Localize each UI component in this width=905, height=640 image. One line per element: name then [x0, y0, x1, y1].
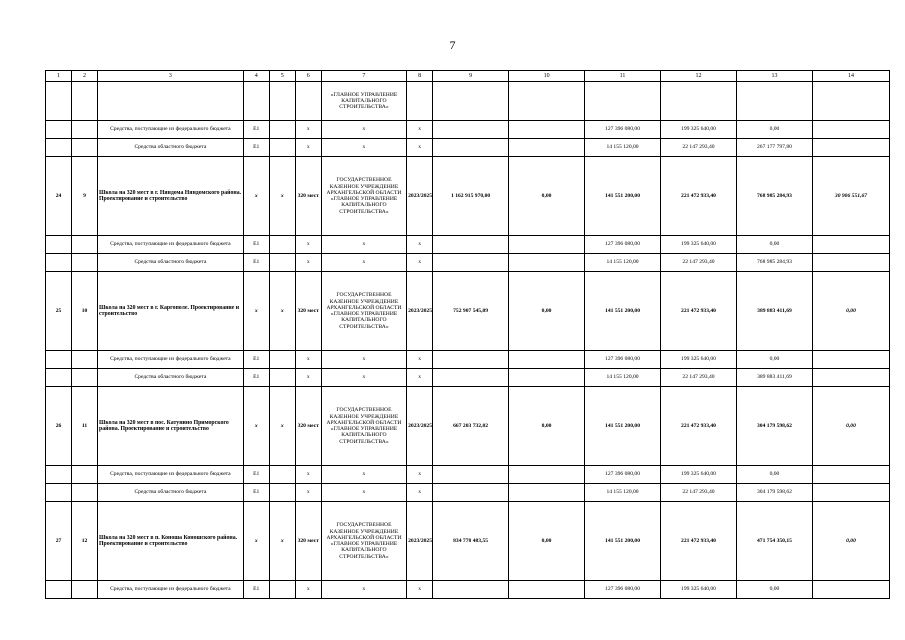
- cell-object-name: Средства, поступающие из федерального бюджета: [98, 581, 244, 599]
- cell-customer: ГОСУДАРСТВЕННОЕ КАЗЕННОЕ УЧРЕЖДЕНИЕ АРХАНГЕЛЬСКОЙ ОБЛАСТИ «ГЛАВНОЕ УПРАВЛЕНИЕ КАПИТАЛЬНОГО СТРОИТЕЛЬСТВА»: [321, 272, 406, 351]
- cell-period: x: [407, 484, 433, 502]
- table-body: [46, 71, 890, 599]
- cell-customer: «ГЛАВНОЕ УПРАВЛЕНИЕ КАПИТАЛЬНОГО СТРОИТЕЛЬСТВА»: [321, 82, 406, 121]
- cell-item-number: [72, 82, 98, 121]
- cell-period: x: [407, 581, 433, 599]
- cell-amount-year-2: 199 325 640,00: [661, 121, 737, 139]
- cell-remainder: [812, 139, 889, 157]
- cell-remainder: [812, 466, 889, 484]
- cell-amount-year-2: 199 325 640,00: [661, 236, 737, 254]
- cell-remainder: [812, 484, 889, 502]
- cell-amount-year-3: 0,00: [736, 121, 812, 139]
- cell-capacity: x: [295, 351, 321, 369]
- cell-funded-before: [509, 254, 585, 272]
- cell-row-number: [46, 82, 72, 121]
- column-header: 9: [433, 71, 509, 82]
- cell-funded-before: 0,00: [509, 502, 585, 581]
- cell-capacity: 320 мест: [295, 157, 321, 236]
- cell-amount-year-1: 14 155 120,00: [585, 254, 661, 272]
- cell-amount-year-1: [585, 82, 661, 121]
- cell-amount-year-3: 768 985 284,93: [736, 254, 812, 272]
- cell-period: x: [407, 139, 433, 157]
- cell-code: E1: [243, 254, 269, 272]
- cell-period: x: [407, 236, 433, 254]
- cell-code: x: [243, 387, 269, 466]
- cell-amount-year-2: 199 325 640,00: [661, 581, 737, 599]
- funding-source-row: [46, 351, 890, 369]
- cell-remainder: 0,00: [812, 387, 889, 466]
- cell-capacity: [295, 82, 321, 121]
- cell-remainder: [812, 254, 889, 272]
- funding-source-row: [46, 236, 890, 254]
- cell-row-number: [46, 484, 72, 502]
- cell-amount-year-3: 389 883 411,69: [736, 272, 812, 351]
- column-header: 8: [407, 71, 433, 82]
- cell-unit: [269, 369, 295, 387]
- cell-capacity: x: [295, 121, 321, 139]
- cell-item-number: [72, 484, 98, 502]
- cell-capacity: x: [295, 236, 321, 254]
- cell-amount-year-2: 22 147 293,40: [661, 254, 737, 272]
- cell-unit: [269, 581, 295, 599]
- cell-object-name: Средства областного бюджета: [98, 139, 244, 157]
- cell-funded-before: [509, 581, 585, 599]
- funding-source-row: [46, 466, 890, 484]
- cell-customer: x: [321, 351, 406, 369]
- cell-item-number: [72, 466, 98, 484]
- cell-amount-year-2: 199 325 640,00: [661, 466, 737, 484]
- cell-code: E1: [243, 121, 269, 139]
- cell-item-number: [72, 121, 98, 139]
- cell-amount-year-1: 127 396 080,00: [585, 466, 661, 484]
- cell-funded-before: [509, 82, 585, 121]
- cell-unit: [269, 351, 295, 369]
- cell-capacity: 320 мест: [295, 387, 321, 466]
- cell-customer: x: [321, 581, 406, 599]
- cell-amount-year-2: 221 472 933,40: [661, 387, 737, 466]
- cell-row-number: [46, 121, 72, 139]
- cell-amount-year-3: 389 883 411,69: [736, 369, 812, 387]
- budget-table: [45, 70, 890, 599]
- cell-period: x: [407, 466, 433, 484]
- column-header: 5: [269, 71, 295, 82]
- cell-remainder: [812, 581, 889, 599]
- cell-item-number: [72, 581, 98, 599]
- cell-unit: [269, 484, 295, 502]
- column-header: 14: [812, 71, 889, 82]
- cell-amount-year-3: [736, 82, 812, 121]
- cell-period: x: [407, 254, 433, 272]
- cell-period: 2023/2025: [407, 387, 433, 466]
- cell-estimated-cost: [433, 351, 509, 369]
- cell-estimated-cost: [433, 581, 509, 599]
- cell-amount-year-3: 267 177 797,80: [736, 139, 812, 157]
- cell-object-name: Школа на 320 мест в г. Няндома Няндомского района. Проектирование и строительство: [98, 157, 244, 236]
- cell-period: 2023/2025: [407, 502, 433, 581]
- cell-item-number: [72, 236, 98, 254]
- cell-period: 2023/2025: [407, 157, 433, 236]
- cell-unit: [269, 236, 295, 254]
- cell-amount-year-3: 0,00: [736, 351, 812, 369]
- column-header: 4: [243, 71, 269, 82]
- cell-estimated-cost: [433, 236, 509, 254]
- cell-row-number: [46, 369, 72, 387]
- cell-funded-before: [509, 121, 585, 139]
- cell-amount-year-2: 221 472 933,40: [661, 272, 737, 351]
- cell-amount-year-2: 221 472 933,40: [661, 502, 737, 581]
- cell-customer: ГОСУДАРСТВЕННОЕ КАЗЕННОЕ УЧРЕЖДЕНИЕ АРХАНГЕЛЬСКОЙ ОБЛАСТИ «ГЛАВНОЕ УПРАВЛЕНИЕ КАПИТАЛЬНОГО СТРОИТЕЛЬСТВА»: [321, 502, 406, 581]
- project-row: [46, 502, 890, 581]
- funding-source-row: [46, 484, 890, 502]
- cell-funded-before: 0,00: [509, 157, 585, 236]
- cell-amount-year-1: 141 551 200,00: [585, 387, 661, 466]
- cell-object-name: Школа на 320 мест в г. Каргополе. Проектирование и строительство: [98, 272, 244, 351]
- cell-unit: [269, 121, 295, 139]
- project-row: [46, 157, 890, 236]
- cell-object-name: Школа на 320 мест в пос. Катунино Приморского района. Проектирование и строительство: [98, 387, 244, 466]
- cell-amount-year-3: 0,00: [736, 581, 812, 599]
- cell-amount-year-2: [661, 82, 737, 121]
- cell-funded-before: 0,00: [509, 272, 585, 351]
- cell-row-number: [46, 139, 72, 157]
- cell-period: [407, 82, 433, 121]
- cell-estimated-cost: [433, 484, 509, 502]
- cell-amount-year-1: 141 551 200,00: [585, 502, 661, 581]
- cell-amount-year-1: 127 396 080,00: [585, 236, 661, 254]
- cell-amount-year-1: 141 551 200,00: [585, 272, 661, 351]
- cell-capacity: 320 мест: [295, 502, 321, 581]
- cell-row-number: [46, 351, 72, 369]
- cell-amount-year-3: 304 179 598,62: [736, 387, 812, 466]
- column-header: 10: [509, 71, 585, 82]
- cell-remainder: [812, 82, 889, 121]
- cell-object-name: [98, 82, 244, 121]
- cell-funded-before: [509, 139, 585, 157]
- cell-customer: x: [321, 484, 406, 502]
- cell-capacity: x: [295, 254, 321, 272]
- cell-amount-year-2: 199 325 640,00: [661, 351, 737, 369]
- cell-object-name: Средства областного бюджета: [98, 254, 244, 272]
- cell-row-number: [46, 254, 72, 272]
- cell-code: x: [243, 272, 269, 351]
- cell-amount-year-1: 14 155 120,00: [585, 139, 661, 157]
- cell-unit: [269, 82, 295, 121]
- cell-estimated-cost: 1 162 915 970,00: [433, 157, 509, 236]
- cell-amount-year-1: 14 155 120,00: [585, 369, 661, 387]
- cell-customer: ГОСУДАРСТВЕННОЕ КАЗЕННОЕ УЧРЕЖДЕНИЕ АРХАНГЕЛЬСКОЙ ОБЛАСТИ «ГЛАВНОЕ УПРАВЛЕНИЕ КАПИТАЛЬНОГО СТРОИТЕЛЬСТВА»: [321, 387, 406, 466]
- cell-remainder: [812, 369, 889, 387]
- cell-row-number: 25: [46, 272, 72, 351]
- cell-customer: ГОСУДАРСТВЕННОЕ КАЗЕННОЕ УЧРЕЖДЕНИЕ АРХАНГЕЛЬСКОЙ ОБЛАСТИ «ГЛАВНОЕ УПРАВЛЕНИЕ КАПИТАЛЬНОГО СТРОИТЕЛЬСТВА»: [321, 157, 406, 236]
- cell-amount-year-2: 22 147 293,40: [661, 484, 737, 502]
- cell-remainder: 30 906 551,67: [812, 157, 889, 236]
- cell-code: E1: [243, 581, 269, 599]
- cell-period: 2023/2025: [407, 272, 433, 351]
- cell-code: E1: [243, 139, 269, 157]
- cell-item-number: [72, 139, 98, 157]
- cell-capacity: x: [295, 139, 321, 157]
- cell-estimated-cost: [433, 121, 509, 139]
- cell-row-number: [46, 236, 72, 254]
- cell-code: E1: [243, 351, 269, 369]
- cell-amount-year-1: 127 396 080,00: [585, 581, 661, 599]
- cell-row-number: [46, 581, 72, 599]
- cell-funded-before: [509, 351, 585, 369]
- cell-remainder: [812, 236, 889, 254]
- cell-row-number: 24: [46, 157, 72, 236]
- cell-funded-before: [509, 466, 585, 484]
- cell-unit: x: [269, 272, 295, 351]
- column-header: 11: [585, 71, 661, 82]
- column-header: 12: [661, 71, 737, 82]
- cell-row-number: [46, 466, 72, 484]
- cell-estimated-cost: [433, 466, 509, 484]
- cell-amount-year-1: 141 551 200,00: [585, 157, 661, 236]
- cell-amount-year-2: 22 147 293,40: [661, 139, 737, 157]
- cell-estimated-cost: [433, 82, 509, 121]
- cell-remainder: 0,00: [812, 502, 889, 581]
- cell-amount-year-3: 0,00: [736, 466, 812, 484]
- funding-source-row: [46, 139, 890, 157]
- cell-remainder: 0,00: [812, 272, 889, 351]
- project-row: [46, 272, 890, 351]
- cell-object-name: Средства, поступающие из федерального бюджета: [98, 236, 244, 254]
- cell-unit: x: [269, 502, 295, 581]
- cell-object-name: Школа на 320 мест в п. Коноша Коношского района. Проектирование и строительство: [98, 502, 244, 581]
- cell-amount-year-3: 768 985 284,93: [736, 157, 812, 236]
- cell-object-name: Средства, поступающие из федерального бюджета: [98, 121, 244, 139]
- cell-amount-year-3: 304 179 598,62: [736, 484, 812, 502]
- cell-funded-before: [509, 484, 585, 502]
- cell-object-name: Средства областного бюджета: [98, 369, 244, 387]
- cell-estimated-cost: 752 907 545,09: [433, 272, 509, 351]
- cell-remainder: [812, 121, 889, 139]
- column-header: 13: [736, 71, 812, 82]
- cell-capacity: x: [295, 581, 321, 599]
- cell-row-number: 27: [46, 502, 72, 581]
- cell-estimated-cost: [433, 139, 509, 157]
- cell-code: [243, 82, 269, 121]
- column-number-row: [46, 71, 890, 82]
- cell-capacity: x: [295, 466, 321, 484]
- cell-period: x: [407, 121, 433, 139]
- cell-capacity: x: [295, 369, 321, 387]
- cell-item-number: 9: [72, 157, 98, 236]
- cell-customer: x: [321, 121, 406, 139]
- funding-source-row: [46, 369, 890, 387]
- cell-funded-before: [509, 369, 585, 387]
- funding-source-row: [46, 581, 890, 599]
- cell-code: E1: [243, 236, 269, 254]
- cell-code: E1: [243, 369, 269, 387]
- cell-item-number: 11: [72, 387, 98, 466]
- cell-period: x: [407, 351, 433, 369]
- cell-code: x: [243, 157, 269, 236]
- column-header: 2: [72, 71, 98, 82]
- cell-object-name: Средства, поступающие из федерального бюджета: [98, 351, 244, 369]
- cell-capacity: 320 мест: [295, 272, 321, 351]
- column-header: 1: [46, 71, 72, 82]
- column-header: 3: [98, 71, 244, 82]
- cell-item-number: [72, 369, 98, 387]
- cell-code: E1: [243, 466, 269, 484]
- cell-item-number: 12: [72, 502, 98, 581]
- cell-amount-year-1: 127 396 080,00: [585, 351, 661, 369]
- cell-capacity: x: [295, 484, 321, 502]
- cell-amount-year-2: 221 472 933,40: [661, 157, 737, 236]
- cell-unit: [269, 139, 295, 157]
- cell-code: x: [243, 502, 269, 581]
- cell-estimated-cost: [433, 369, 509, 387]
- column-header: 6: [295, 71, 321, 82]
- cell-customer: x: [321, 254, 406, 272]
- cell-customer: x: [321, 466, 406, 484]
- cell-amount-year-3: 0,00: [736, 236, 812, 254]
- cell-customer: x: [321, 369, 406, 387]
- cell-estimated-cost: [433, 254, 509, 272]
- cell-unit: [269, 254, 295, 272]
- cell-amount-year-3: 471 754 350,15: [736, 502, 812, 581]
- funding-source-row: [46, 254, 890, 272]
- cell-estimated-cost: 834 778 483,55: [433, 502, 509, 581]
- cell-object-name: Средства, поступающие из федерального бюджета: [98, 466, 244, 484]
- cell-remainder: [812, 351, 889, 369]
- cell-customer: x: [321, 236, 406, 254]
- funding-source-row: [46, 121, 890, 139]
- continuation-row: [46, 82, 890, 121]
- cell-funded-before: [509, 236, 585, 254]
- cell-row-number: 26: [46, 387, 72, 466]
- cell-customer: x: [321, 139, 406, 157]
- cell-item-number: 10: [72, 272, 98, 351]
- cell-item-number: [72, 351, 98, 369]
- project-row: [46, 387, 890, 466]
- cell-amount-year-1: 127 396 080,00: [585, 121, 661, 139]
- page-number: 7: [449, 38, 456, 52]
- column-header: 7: [321, 71, 406, 82]
- cell-code: E1: [243, 484, 269, 502]
- cell-estimated-cost: 667 203 732,02: [433, 387, 509, 466]
- cell-funded-before: 0,00: [509, 387, 585, 466]
- cell-unit: x: [269, 157, 295, 236]
- cell-object-name: Средства областного бюджета: [98, 484, 244, 502]
- cell-item-number: [72, 254, 98, 272]
- cell-unit: x: [269, 387, 295, 466]
- cell-period: x: [407, 369, 433, 387]
- cell-amount-year-2: 22 147 293,40: [661, 369, 737, 387]
- cell-unit: [269, 466, 295, 484]
- cell-amount-year-1: 14 155 120,00: [585, 484, 661, 502]
